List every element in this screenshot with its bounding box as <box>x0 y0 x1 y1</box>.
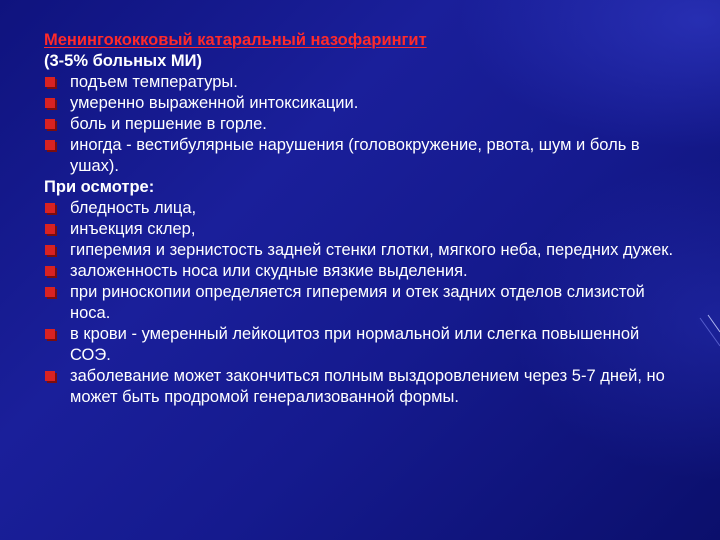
list-item-text: заболевание может закончиться полным выздоровлением через 5-7 дней, но может быть продромой генерализованной формы. <box>70 367 665 406</box>
list-item <box>44 282 684 324</box>
list-item-text: инъекция склер, <box>70 220 196 238</box>
list-item-text: при риноскопии определяется гиперемия и отек задних отделов слизистой носа. <box>70 283 645 322</box>
slide-title: Менингококковый катаральный назофарингит <box>44 31 427 49</box>
list-item <box>44 198 684 219</box>
red-square-bullet-icon <box>45 224 55 234</box>
list-item <box>44 135 684 177</box>
list-item <box>44 219 684 240</box>
list-item-text: заложенность носа или скудные вязкие выделения. <box>70 262 468 280</box>
slide-subtitle: (3-5% больных МИ) <box>44 52 202 70</box>
section-heading: При осмотре: <box>44 178 155 196</box>
red-square-bullet-icon <box>45 98 55 108</box>
list-item-text: гиперемия и зернистость задней стенки глотки, мягкого неба, передних дужек. <box>70 241 674 259</box>
list-item <box>44 93 684 114</box>
list-item-text: в крови - умеренный лейкоцитоз при нормальной или слегка повышенной СОЭ. <box>70 325 640 364</box>
red-square-bullet-icon <box>45 371 55 381</box>
list-item <box>44 72 684 93</box>
red-square-bullet-icon <box>45 119 55 129</box>
red-square-bullet-icon <box>45 245 55 255</box>
red-square-bullet-icon <box>45 140 55 150</box>
slide-content <box>44 30 684 408</box>
list-item <box>44 240 684 261</box>
list-item <box>44 324 684 366</box>
red-square-bullet-icon <box>45 329 55 339</box>
list-item-text: бледность лица, <box>70 199 197 217</box>
red-square-bullet-icon <box>45 266 55 276</box>
red-square-bullet-icon <box>45 287 55 297</box>
list-item-text: иногда - вестибулярные нарушения (головокружение, рвота, шум и боль в ушах). <box>70 136 640 175</box>
list-item-text: подъем температуры. <box>70 73 238 91</box>
red-square-bullet-icon <box>45 203 55 213</box>
list-item-text: умеренно выраженной интоксикации. <box>70 94 359 112</box>
list-item-text: боль и першение в горле. <box>70 115 267 133</box>
examination-list <box>44 198 684 408</box>
symptom-list <box>44 72 684 177</box>
list-item <box>44 114 684 135</box>
list-item <box>44 261 684 282</box>
list-item <box>44 366 684 408</box>
red-square-bullet-icon <box>45 77 55 87</box>
